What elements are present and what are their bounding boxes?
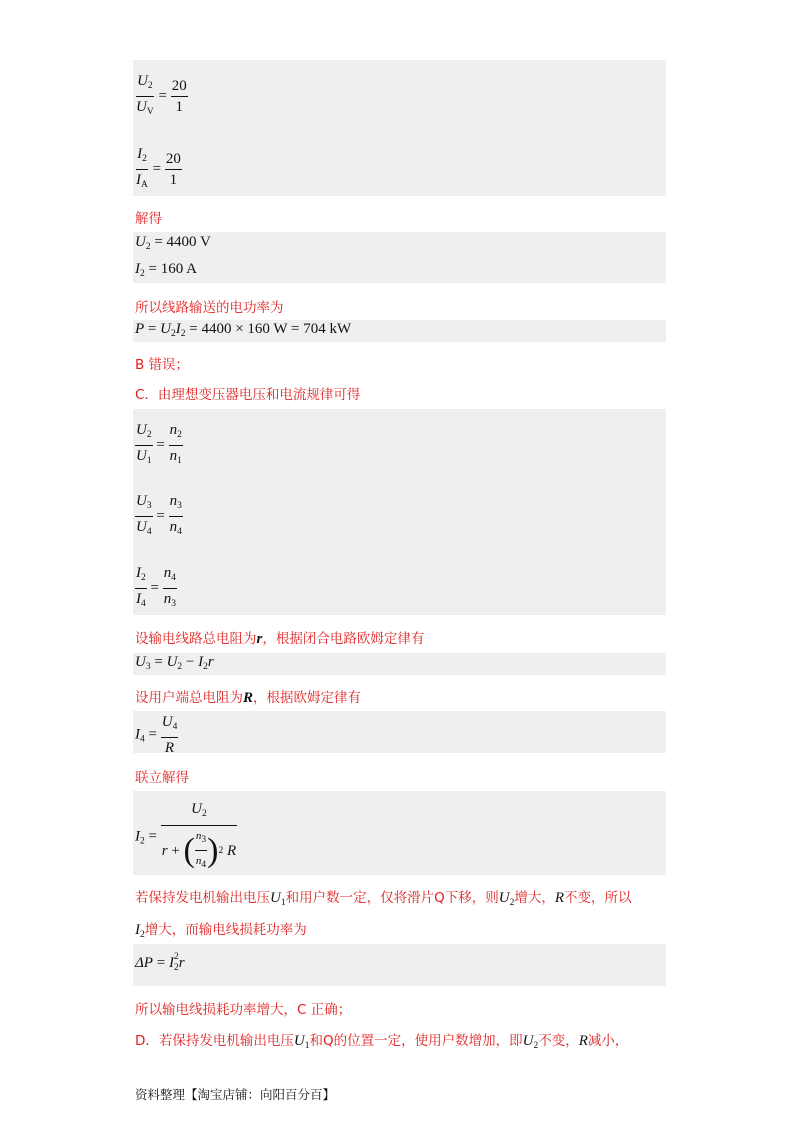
formula-i2-i4: $\frac{I_2}{I_4}$ = $\frac{n_4}{n_3}$ (136, 565, 176, 609)
formula-u3-u4: $\frac{U_3}{U_4}$ = $\frac{n_3}{n_4}$ (136, 493, 182, 537)
formula-box-values (133, 232, 666, 283)
text-c-correct: 所以输电线损耗功率增大，C 正确； (135, 1002, 352, 1018)
text-b-wrong: B 错误； (135, 357, 190, 373)
formula-box-transformer (133, 409, 666, 615)
text-keep-2: $I_2$增大，而输电线损耗功率为 (135, 922, 307, 940)
text-jiede: 解得 (135, 211, 162, 227)
formula-box-ratios (133, 60, 666, 196)
formula-i2-solution: $I_2$ = $U_2$ r + ( $\frac{n3}{n4}$ ) 2 R (135, 801, 237, 870)
formula-box-i4 (133, 711, 666, 753)
formula-u3: $U_3 = U_2 - I_2r$ (135, 654, 214, 672)
formula-u2-uv: $\frac{U_2}{U_V}$ = $\frac{20}{1}$ (136, 73, 187, 117)
text-lianli: 联立解得 (135, 770, 189, 786)
text-suoyi-power: 所以线路输送的电功率为 (135, 300, 284, 316)
formula-i2-ia: $\frac{I_2}{I_A}$ = $\frac{20}{1}$ (136, 146, 181, 190)
footer-note: 资料整理【淘宝店铺：向阳百分百】 (135, 1087, 336, 1102)
text-d-option: D．若保持发电机输出电压$U_1$和Q的位置一定，使用户数增加，即$U_2$不变，R减小， (135, 1033, 629, 1051)
formula-i4: $I_4$ = $\frac{U_4}{R}$ (135, 714, 178, 756)
formula-u2-value: $U_2 = 4400$ V (135, 234, 211, 252)
text-c-intro: C．由理想变压器电压和电流规律可得 (135, 387, 361, 403)
text-set-r: 设输电线路总电阻为r，根据闭合电路欧姆定律有 (135, 631, 425, 647)
formula-i2-value: $I_2 = 160$ A (135, 261, 197, 279)
text-keep-1: 若保持发电机输出电压$U_1$和用户数一定，仅将滑片Q下移，则$U_2$增大，R不变，所以 (135, 890, 632, 908)
formula-delta-p: ΔP = I $_{2 2}$r (135, 952, 185, 973)
formula-box-delta-p (133, 944, 666, 986)
formula-power: $P = U_2I_2 = 4400 \times 160$ W = 704 kW (135, 321, 352, 339)
formula-u2-u1: $\frac{U_2}{U_1}$ = $\frac{n_2}{n_1}$ (136, 422, 182, 466)
text-set-R: 设用户端总电阻为R，根据欧姆定律有 (135, 690, 362, 706)
